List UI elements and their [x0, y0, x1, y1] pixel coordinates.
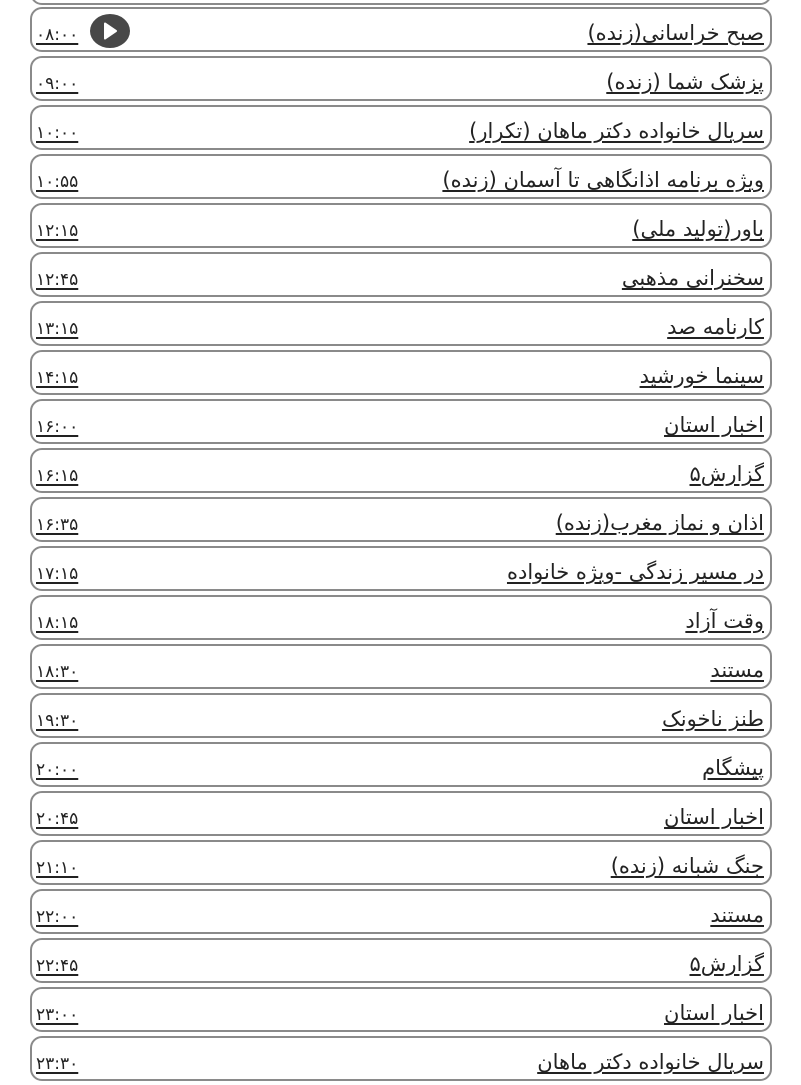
program-title: اخبار استان	[664, 1001, 764, 1025]
schedule-row[interactable]	[30, 448, 772, 493]
program-title: مستند	[710, 658, 764, 682]
schedule-row[interactable]	[30, 350, 772, 395]
program-time: ۰۹:۰۰	[36, 74, 79, 94]
schedule-row[interactable]	[30, 7, 772, 52]
schedule-row[interactable]	[30, 301, 772, 346]
program-time: ۱۶:۰۰	[36, 417, 79, 437]
program-time: ۱۳:۱۵	[36, 319, 79, 339]
schedule-row[interactable]	[30, 154, 772, 199]
program-title: سریال خانواده دکتر ماهان	[537, 1050, 764, 1074]
schedule-row[interactable]	[30, 203, 772, 248]
program-time: ۱۶:۱۵	[36, 466, 79, 486]
schedule-row[interactable]	[30, 1036, 772, 1081]
program-time: ۲۲:۴۵	[36, 956, 79, 976]
schedule-row[interactable]	[30, 938, 772, 983]
program-title: جنگ شبانه (زنده)	[610, 854, 764, 878]
program-time: ۲۲:۰۰	[36, 907, 79, 927]
previous-row-edge	[30, 0, 772, 5]
program-title: طنز ناخونک	[661, 707, 764, 731]
program-title: اخبار استان	[664, 805, 764, 829]
schedule-row[interactable]	[30, 399, 772, 444]
schedule-row[interactable]	[30, 105, 772, 150]
schedule-row[interactable]	[30, 497, 772, 542]
program-title: گزارش۵	[689, 952, 764, 976]
program-title: سینما خورشید	[639, 364, 764, 388]
schedule-row[interactable]	[30, 693, 772, 738]
program-time: ۲۳:۳۰	[36, 1054, 79, 1074]
play-icon	[103, 22, 118, 40]
program-time: ۱۰:۵۵	[36, 172, 79, 192]
program-title: در مسیر زندگی -ویژه خانواده	[506, 560, 764, 584]
program-title: مستند	[710, 903, 764, 927]
play-button[interactable]	[90, 14, 130, 48]
program-time: ۱۲:۴۵	[36, 270, 79, 290]
program-title: صبح خراسانی(زنده)	[587, 21, 764, 45]
schedule-row[interactable]	[30, 987, 772, 1032]
schedule-row[interactable]	[30, 644, 772, 689]
program-time: ۲۰:۴۵	[36, 809, 79, 829]
program-time: ۱۶:۳۵	[36, 515, 79, 535]
program-time: ۱۴:۱۵	[36, 368, 79, 388]
program-title: گزارش۵	[689, 462, 764, 486]
schedule-row[interactable]	[30, 742, 772, 787]
schedule-row[interactable]	[30, 56, 772, 101]
schedule-row[interactable]	[30, 840, 772, 885]
program-time: ۱۹:۳۰	[36, 711, 79, 731]
program-time: ۲۳:۰۰	[36, 1005, 79, 1025]
program-title: ویژه برنامه اذانگاهی تا آسمان (زنده)	[442, 168, 764, 192]
schedule-row[interactable]	[30, 889, 772, 934]
schedule-row[interactable]	[30, 595, 772, 640]
program-time: ۰۸:۰۰	[36, 25, 79, 45]
schedule-row[interactable]	[30, 791, 772, 836]
program-title: اذان و نماز مغرب(زنده)	[555, 511, 764, 535]
schedule-list	[30, 7, 772, 1085]
program-title: پیشگام	[702, 756, 764, 780]
program-title: کارنامه صد	[667, 315, 764, 339]
program-time: ۲۱:۱۰	[36, 858, 79, 878]
program-title: سخنرانی مذهبی	[621, 266, 764, 290]
program-time: ۱۷:۱۵	[36, 564, 79, 584]
program-title: باور(تولید ملی)	[632, 217, 764, 241]
program-time: ۱۸:۱۵	[36, 613, 79, 633]
schedule-row[interactable]	[30, 546, 772, 591]
program-time: ۱۰:۰۰	[36, 123, 79, 143]
schedule-row[interactable]	[30, 252, 772, 297]
program-time: ۱۸:۳۰	[36, 662, 79, 682]
program-title: وقت آزاد	[685, 609, 764, 633]
program-title: اخبار استان	[664, 413, 764, 437]
program-time: ۱۲:۱۵	[36, 221, 79, 241]
program-title: پزشک شما (زنده)	[606, 70, 764, 94]
program-time: ۲۰:۰۰	[36, 760, 79, 780]
program-title: سریال خانواده دکتر ماهان (تکرار)	[469, 119, 764, 143]
